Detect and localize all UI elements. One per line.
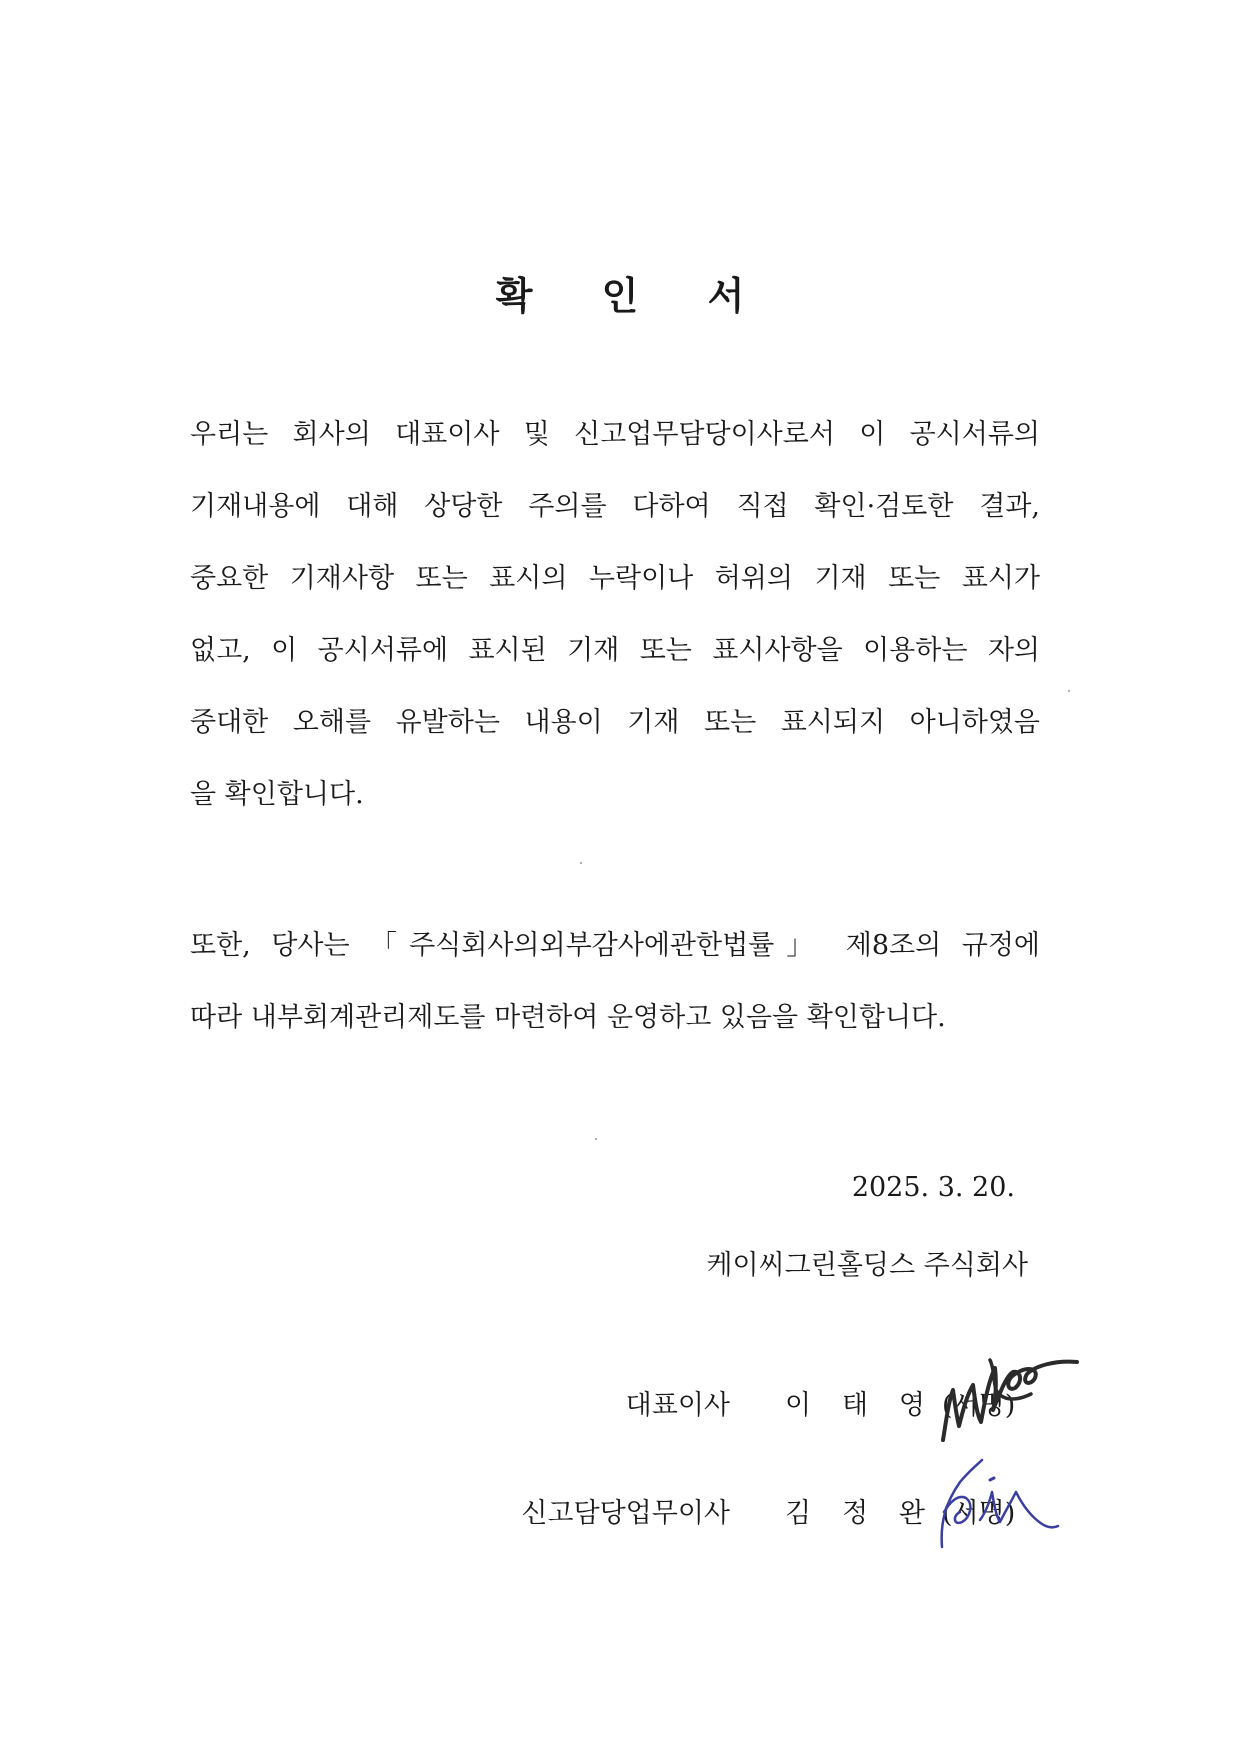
document-date: 2025. 3. 20. xyxy=(851,1172,1015,1203)
signatory-name xyxy=(785,1492,925,1536)
name-char: 이 xyxy=(785,1390,812,1421)
name-char: 태 xyxy=(841,1390,869,1421)
signatory-role: 대표이사 xyxy=(625,1390,730,1421)
document-title: 확 인 서 xyxy=(495,273,773,318)
seal-label: (서명) xyxy=(942,1390,1016,1421)
paragraph-line: 기재내용에 대해 상당한 주의를 다하여 직접 확인·검토한 결과, xyxy=(190,491,1040,522)
name-char: 정 xyxy=(841,1498,869,1529)
signatory-role: 신고담당업무이사 xyxy=(521,1498,730,1529)
name-char: 김 xyxy=(785,1498,812,1529)
company-name: 케이씨그린홀딩스 주식회사 xyxy=(706,1250,1028,1281)
paragraph-line: 없고, 이 공시서류에 표시된 기재 또는 표시사항을 이용하는 자의 xyxy=(190,635,1040,666)
scan-speck xyxy=(1068,690,1070,692)
signatory-name xyxy=(785,1384,925,1428)
seal-label: (서명) xyxy=(942,1498,1016,1529)
scan-speck xyxy=(580,862,582,864)
paragraph-line: 을 확인합니다. xyxy=(190,779,364,810)
paragraph-line: 중대한 오해를 유발하는 내용이 기재 또는 표시되지 아니하였음 xyxy=(190,707,1040,738)
scan-speck xyxy=(595,1138,597,1140)
confirmation-paragraph xyxy=(190,399,1040,831)
paragraph-line: 중요한 기재사항 또는 표시의 누락이나 허위의 기재 또는 표시가 xyxy=(190,563,1040,594)
paragraph-line: 우리는 회사의 대표이사 및 신고업무담당이사로서 이 공시서류의 xyxy=(190,419,1040,450)
signature-stroke xyxy=(990,1478,994,1480)
paragraph-line: 따라 내부회계관리제도를 마련하여 운영하고 있음을 확인합니다. xyxy=(190,1002,946,1033)
internal-control-paragraph xyxy=(190,910,1040,1054)
name-char: 완 xyxy=(898,1498,925,1529)
name-char: 영 xyxy=(898,1390,925,1421)
paragraph-line: 또한, 당사는 「주식회사의외부감사에관한법률」 제8조의 규정에 xyxy=(190,930,1040,961)
